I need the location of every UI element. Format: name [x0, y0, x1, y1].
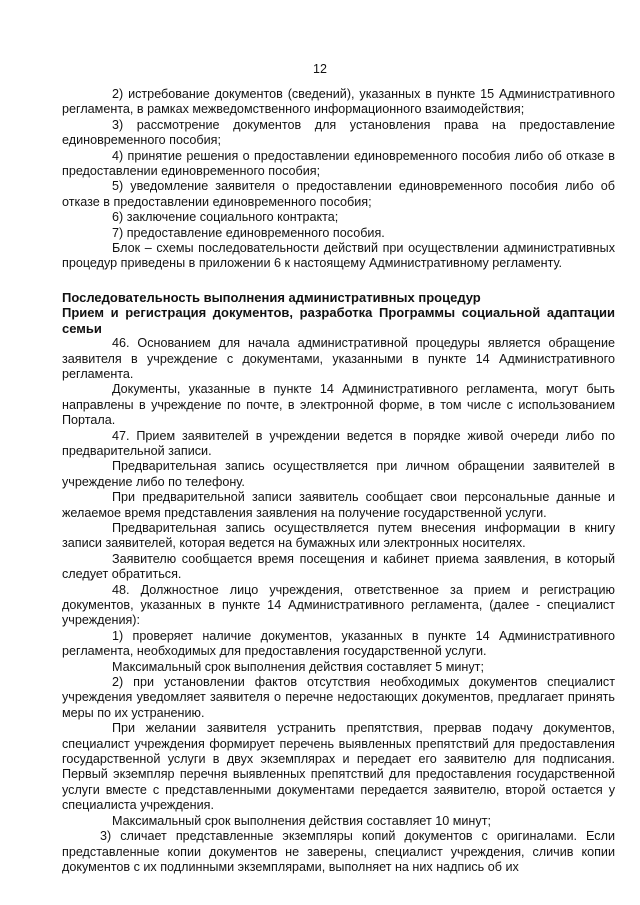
paragraph: Документы, указанные в пункте 14 Административного регламента, могут быть направлены в учреждение по почте, в электронной форме, в том числе с использованием Портала. [62, 382, 615, 428]
paragraph: Максимальный срок выполнения действия составляет 10 минут; [112, 813, 491, 828]
paragraph: Блок – схемы последовательности действий при осуществлении административных процедур приведены в приложении 6 к настоящему Административному регламенту. [62, 241, 615, 271]
paragraph: Предварительная запись осуществляется путем внесения информации в книгу записи заявителей, которая ведется на бумажных или электронных носителях. [62, 520, 615, 551]
paragraph: 47. Прием заявителей в учреждении ведется в порядке живой очереди либо по предварительной записи. [62, 428, 615, 458]
paragraph: 7) предоставление единовременного пособия. [112, 225, 385, 240]
paragraph: Предварительная запись осуществляется при личном обращении заявителей в учреждение либо по телефону. [62, 459, 615, 489]
paragraph: 48. Должностное лицо учреждения, ответственное за прием и регистрацию документов, указанных в пункте 14 Административного регламента, (далее - специалист учреждения): [62, 582, 615, 628]
paragraph: Заявителю сообщается время посещения и кабинет приема заявления, в который следует обратиться. [62, 551, 615, 582]
paragraph: Максимальный срок выполнения действия составляет 5 минут; [112, 659, 484, 674]
paragraph: 6) заключение социального контракта; [112, 210, 339, 225]
page-number: 12 [313, 62, 327, 76]
paragraph: 3) сличает представленные экземпляры копий документов с оригиналами. Если представленные копии документов не заверены, специалист учреждения, сличив копии документов с их подлинными экземплярами, выполняет на них надпись об их [62, 829, 615, 874]
paragraph: 4) принятие решения о предоставлении единовременного пособия либо об отказе в предоставлении единовременного пособия; [62, 148, 615, 179]
document-body [62, 87, 615, 875]
paragraph: 1) проверяет наличие документов, указанных в пункте 14 Административного регламента, необходимых для предоставления государственной услуги. [62, 628, 615, 659]
section-subheading: Прием и регистрация документов, разработка Программы социальной адаптации семьи [62, 305, 615, 336]
paragraph: 5) уведомление заявителя о предоставлении единовременного пособия либо об отказе в предоставлении единовременного пособия; [62, 179, 615, 209]
paragraph: 2) истребование документов (сведений), указанных в пункте 15 Административного регламента, в рамках межведомственного информационного взаимодействия; [62, 87, 615, 117]
paragraph: 46. Основанием для начала административной процедуры является обращение заявителя в учреждение с документами, указанными в пункте 14 Административного регламента. [62, 336, 615, 381]
section-heading: Последовательность выполнения административных процедур [62, 289, 481, 305]
paragraph: 2) при установлении фактов отсутствия необходимых документов специалист учреждения уведомляет заявителя о перечне недостающих документов, предлагает принять меры по их устранению. [62, 675, 615, 720]
paragraph: При желании заявителя устранить препятствия, прервав подачу документов, специалист учреждения формирует перечень выявленных препятствий для предоставления государственной услуги в двух экземплярах и передает его заявителю для подписания. Первый экземпляр перечня выявленных препятствий для предоставления государственной услуги вместе с представленными документами передается заявителю, второй остается у специалиста учреждения. [62, 721, 615, 813]
paragraph: При предварительной записи заявитель сообщает свои персональные данные и желаемое время представления заявления на получение государственной услуги. [62, 490, 615, 520]
paragraph: 3) рассмотрение документов для установления права на предоставление единовременного пособия; [62, 117, 615, 148]
